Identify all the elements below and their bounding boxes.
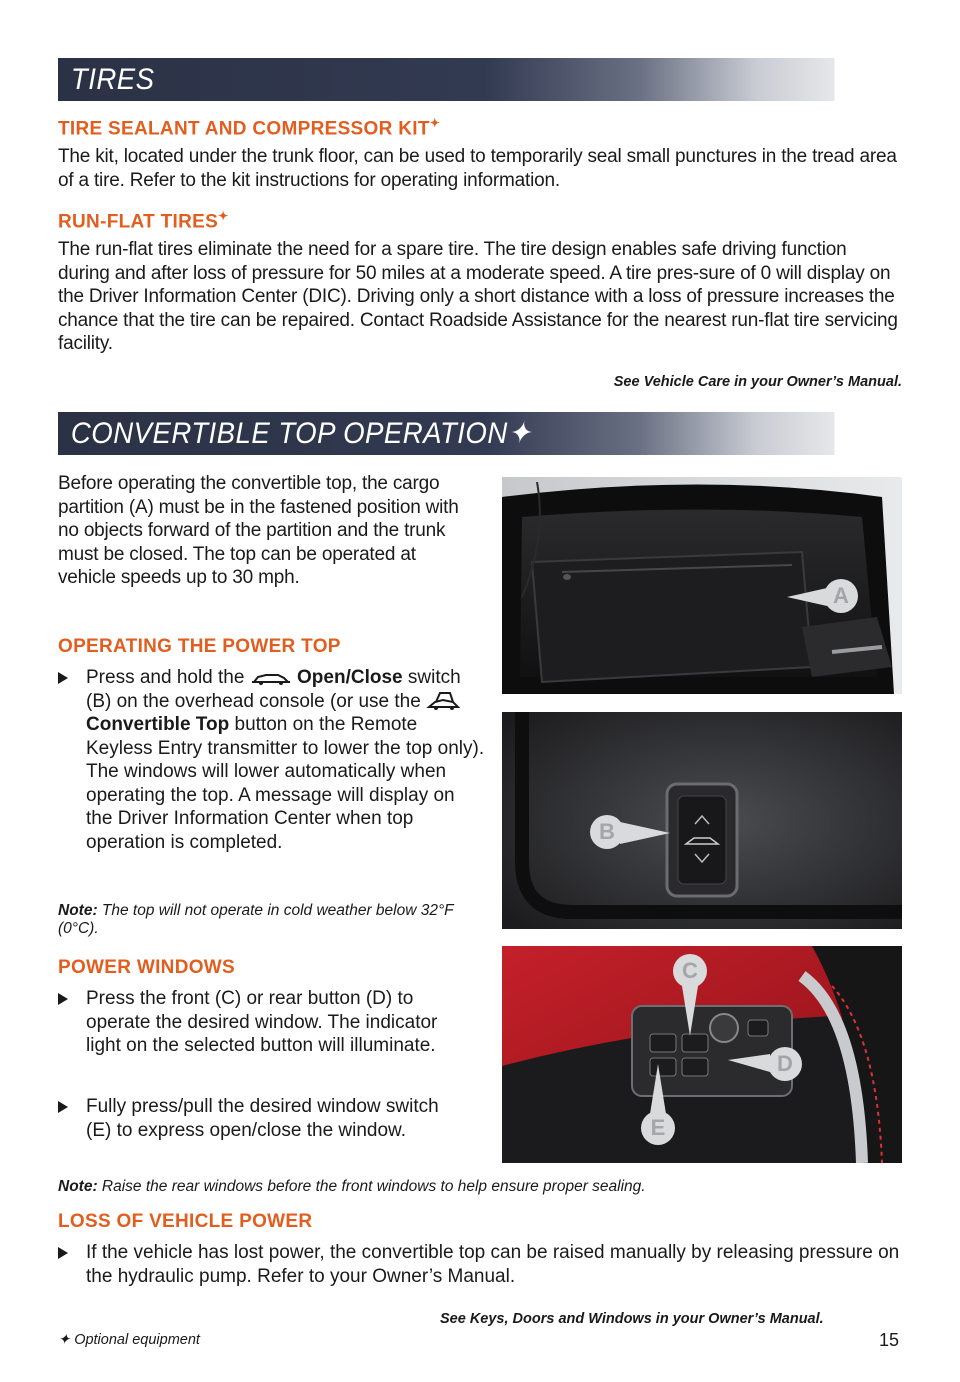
note-text: Raise the rear windows before the front windows to help ensure proper sealing. <box>101 1178 646 1195</box>
page-number: 15 <box>879 1330 900 1350</box>
power-top-text-mid: switch (B) on the overhead console (or use the <box>86 667 461 712</box>
loss-bullet-text: If the vehicle has lost power, the convertible top can be raised manually by releasing pressure on the hydraulic pump. Refer to your Owner’s Manual. <box>86 1242 900 1287</box>
callout-e: E <box>641 1111 675 1145</box>
heading-power-windows: POWER WINDOWS <box>58 957 235 978</box>
power-top-text-post: button on the Remote Keyless Entry transmitter to lower the top only). The windows will lower automatically when operating the top. A message will display on the Driver Information Center when top operation is completed. <box>86 714 485 853</box>
heading-sealant-kit <box>58 116 440 140</box>
photo-trunk-cargo-partition <box>502 477 902 694</box>
callout-pointer <box>728 1054 770 1072</box>
optional-mark: ✦ <box>58 1332 71 1348</box>
windows-bullet2-text: Fully press/pull the desired window switch (E) to express open/close the window. <box>86 1096 439 1141</box>
footer-optional-equipment <box>58 1332 200 1348</box>
section-title-convertible: CONVERTIBLE TOP OPERATION✦ <box>70 417 532 450</box>
bullet-arrow-icon <box>58 672 68 684</box>
section-title-tires: TIRES <box>70 63 155 96</box>
windows-bullet1-text: Press the front (C) or rear button (D) to operate the desired window. The indicator light on the selected button will illuminate. <box>86 988 438 1056</box>
convertible-top-label: Convertible Top <box>86 714 230 735</box>
photo-overhead-console-switch <box>502 712 902 929</box>
power-top-text-pre: Press and hold the <box>86 667 245 688</box>
callout-c: C <box>673 954 707 988</box>
note-text: The top will not operate in cold weather below 32°F (0°C). <box>58 902 454 937</box>
heading-power-top: OPERATING THE POWER TOP <box>58 636 341 657</box>
note-cold-weather <box>58 902 478 938</box>
heading-run-flat <box>58 209 228 233</box>
optional-label: Optional equipment <box>74 1332 200 1348</box>
bullet-arrow-icon <box>58 993 68 1005</box>
bullet-arrow-icon <box>58 1247 68 1259</box>
callout-d: D <box>768 1047 802 1081</box>
sealant-body: The kit, located under the trunk floor, can be used to temporarily seal small punctures in the tread area of a tire. Refer to the kit instructions for operating information. <box>58 146 897 191</box>
heading-loss-of-power: LOSS OF VEHICLE POWER <box>58 1211 313 1232</box>
note-label: Note: <box>58 1178 98 1195</box>
optional-mark: ✦ <box>218 209 229 223</box>
bullet-arrow-icon <box>58 1101 68 1113</box>
optional-mark: ✦ <box>429 116 441 130</box>
heading-run-flat-text: RUN-FLAT TIRES <box>58 211 219 233</box>
callout-pointer <box>650 1064 666 1114</box>
note-label: Note: <box>58 902 98 919</box>
section-band-convertible <box>58 412 834 455</box>
reference-vehicle-care: See Vehicle Care in your Owner’s Manual. <box>613 374 902 390</box>
note-rear-windows <box>58 1178 902 1196</box>
heading-sealant-kit-text: TIRE SEALANT AND COMPRESSOR KIT <box>58 118 430 140</box>
convertible-intro: Before operating the convertible top, the cargo partition (A) must be in the fastened position with no objects forward of the partition and the trunk must be closed. The top can be operated at vehicle speeds up to 30 mph. <box>58 473 459 588</box>
open-close-label: Open/Close <box>297 667 403 688</box>
run-flat-body: The run-flat tires eliminate the need for a spare tire. The tire design enables safe driving function during and after loss of pressure for 50 miles at a moderate speed. A tire pres-sure of 0 will display on the Driver Information Center (DIC). Driving only a short distance with a loss of pressure increases the chance that the tire can be repaired. Contact Roadside Assistance for the nearest run-flat tire servicing facility. <box>58 239 898 354</box>
reference-keys-doors-windows: See Keys, Doors and Windows in your Owner’s Manual. <box>440 1311 824 1327</box>
convertible-top-icon <box>426 690 460 712</box>
convertible-open-close-icon <box>250 669 292 687</box>
photo-window-switches <box>502 946 902 1163</box>
console-photo-illustration <box>502 712 902 929</box>
callout-b: B <box>590 815 624 849</box>
callout-pointer <box>620 822 670 844</box>
section-band-tires <box>58 58 834 101</box>
callout-pointer <box>682 986 698 1036</box>
callout-a: A <box>824 579 858 613</box>
callout-pointer <box>787 588 827 606</box>
